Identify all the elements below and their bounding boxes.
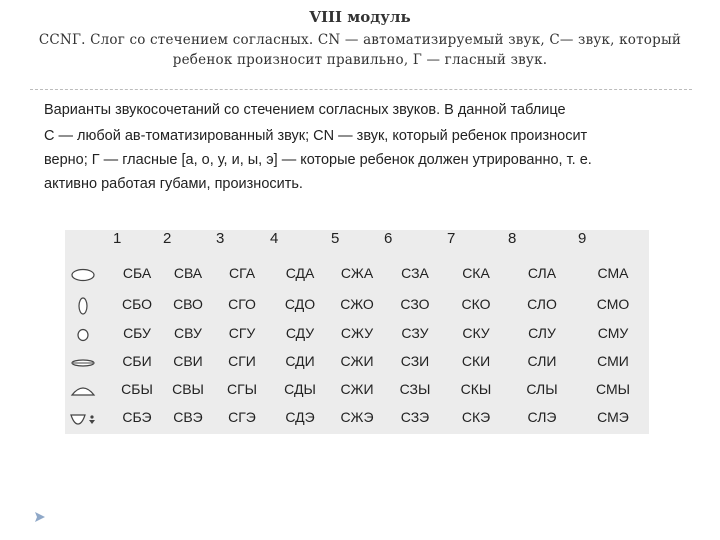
syllable-cell: СВУ xyxy=(174,325,202,341)
syllable-cell: СВИ xyxy=(173,353,203,369)
syllable-cell: СБА xyxy=(122,265,152,281)
module-subtitle-line-2: ребенок произносит правильно, Г — гласный звук. xyxy=(172,52,548,68)
syllable-cell: СЗИ xyxy=(400,353,430,369)
slide-header xyxy=(30,8,690,70)
syllable-cell: СЗО xyxy=(400,296,430,312)
header-divider xyxy=(30,89,692,90)
table-row xyxy=(0,378,630,406)
syllable-cell: СКЫ xyxy=(460,381,492,397)
table-row xyxy=(0,322,629,350)
syllable-cell: СЗЭ xyxy=(400,409,430,425)
lips-e-icon xyxy=(68,408,98,430)
syllable-cell: СКА xyxy=(462,265,490,281)
syllable-cell: СДА xyxy=(285,265,315,281)
syllable-cell: СДО xyxy=(284,296,316,312)
syllable-cell: СКО xyxy=(461,296,491,312)
description-paragraph-2-line-1: С — любой ав-томатизированный звук; СN — звук, который ребенок произносит xyxy=(44,128,588,144)
syllable-cell: СЖЭ xyxy=(340,409,374,425)
syllable-cell: СМУ xyxy=(597,325,629,341)
column-number: 7 xyxy=(447,230,456,247)
description-paragraph-1: Варианты звукосочетаний со стечением согласных звуков. В данной таблице xyxy=(44,102,566,118)
syllable-cell: СЖА xyxy=(340,265,374,281)
syllable-cell: СГИ xyxy=(228,353,256,369)
syllable-cell: СГУ xyxy=(228,325,256,341)
syllable-cell: СГЭ xyxy=(228,409,256,425)
syllable-cell: СЛА xyxy=(527,265,557,281)
column-number: 5 xyxy=(331,230,340,247)
syllable-cell: СЛИ xyxy=(527,353,557,369)
syllable-cell: СДИ xyxy=(285,353,315,369)
table-row xyxy=(0,406,629,434)
syllable-cell: СГЫ xyxy=(226,381,258,397)
syllable-cell: СКУ xyxy=(462,325,490,341)
column-number: 2 xyxy=(163,230,172,247)
syllable-cell: СДУ xyxy=(285,325,315,341)
syllable-cell: СБУ xyxy=(123,325,151,341)
syllable-cell: СДЫ xyxy=(284,381,316,397)
description xyxy=(44,98,694,196)
syllable-cell: СКЭ xyxy=(461,409,491,425)
syllable-cell: СБО xyxy=(121,296,153,312)
description-paragraph-2-line-3: активно работая губами, произносить. xyxy=(44,176,303,192)
syllable-cell: СЛЫ xyxy=(526,381,558,397)
lips-y-icon xyxy=(68,380,98,402)
syllable-cell: СГА xyxy=(228,265,256,281)
syllable-cell: СБЫ xyxy=(121,381,153,397)
syllable-cell: СЗУ xyxy=(401,325,429,341)
lips-u-icon xyxy=(68,324,98,346)
syllable-cell: СМИ xyxy=(597,353,629,369)
column-number: 6 xyxy=(384,230,393,247)
syllable-cell: СКИ xyxy=(461,353,491,369)
table-row xyxy=(0,350,629,378)
column-number: 9 xyxy=(578,230,587,247)
module-subtitle-line-1: ССNГ. Слог со стечением согласных. СN — автоматизируемый звук, С— звук, который xyxy=(38,32,682,48)
syllable-cell: СБЭ xyxy=(122,409,152,425)
syllable-cell: СЖО xyxy=(340,296,374,312)
syllable-cell: СЗЫ xyxy=(399,381,431,397)
column-number: 8 xyxy=(508,230,517,247)
syllable-cell: СЛО xyxy=(527,296,557,312)
syllable-cell: СВА xyxy=(173,265,203,281)
description-paragraph-2-line-2: верно; Г — гласные [а, о, у, и, ы, э] — которые ребенок должен утрированно, т. е. xyxy=(44,152,592,168)
syllable-cell: СВЫ xyxy=(172,381,204,397)
syllable-cell: СМО xyxy=(596,296,630,312)
syllable-cell: СМЫ xyxy=(595,381,630,397)
syllable-cell: СМА xyxy=(597,265,629,281)
syllable-cell: СЖИ xyxy=(340,353,374,369)
lips-o-icon xyxy=(68,295,98,317)
syllable-cell: СВО xyxy=(173,296,203,312)
syllable-cell: СЛЭ xyxy=(527,409,557,425)
column-number-row xyxy=(0,230,720,252)
column-number: 1 xyxy=(113,230,122,247)
syllable-cell: СДЭ xyxy=(285,409,315,425)
syllable-cell: СЗА xyxy=(401,265,429,281)
column-number: 3 xyxy=(216,230,225,247)
syllable-cell: СГО xyxy=(228,296,256,312)
module-title: VIII модуль xyxy=(309,8,411,26)
syllable-cell: СЖУ xyxy=(340,325,374,341)
syllable-cell: СВЭ xyxy=(173,409,203,425)
lips-i-icon xyxy=(68,352,98,374)
syllable-cell: СБИ xyxy=(122,353,152,369)
table-row xyxy=(0,293,630,321)
lips-a-icon xyxy=(68,264,98,286)
column-number: 4 xyxy=(270,230,279,247)
table-row xyxy=(0,262,629,290)
syllable-cell: СЖИ xyxy=(340,381,374,397)
next-slide-arrow-icon[interactable] xyxy=(34,511,46,523)
syllable-cell: СЛУ xyxy=(528,325,556,341)
syllable-cell: СМЭ xyxy=(597,409,629,425)
